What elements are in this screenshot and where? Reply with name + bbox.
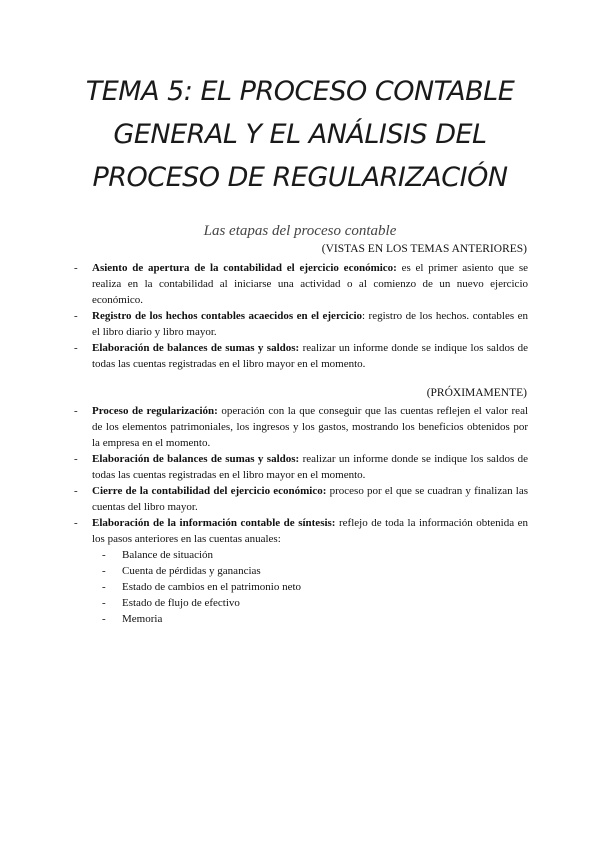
sublist-item xyxy=(92,579,528,595)
bullet-dash: - xyxy=(74,485,78,497)
item-text: es el primer asiento que se realiza en la contabilidad al iniciarse una actividad o al comienzo de un nuevo ejercicio económico. xyxy=(92,262,528,306)
list-item xyxy=(72,403,528,451)
item-heading: Elaboración de balances de sumas y saldos: xyxy=(92,342,300,354)
sublist-item xyxy=(92,547,528,563)
upcoming-stages-list xyxy=(72,403,528,627)
sublist-item-text: Estado de flujo de efectivo xyxy=(122,597,240,609)
bullet-dash: - xyxy=(102,565,106,577)
item-text: operación con la que conseguir que las cuentas reflejen el valor real de los elementos patrimoniales, los ingresos y los gastos, mostrando los beneficios obtenidos por la empresa en el momento. xyxy=(92,405,529,449)
item-heading: Proceso de regularización: xyxy=(92,405,218,417)
item-heading: Elaboración de balances de sumas y saldos: xyxy=(92,453,300,465)
title-line-3: PROCESO DE REGULARIZACIÓN xyxy=(92,162,508,193)
bullet-dash: - xyxy=(74,342,78,354)
item-heading: Elaboración de la información contable de síntesis: xyxy=(92,517,336,529)
list-item xyxy=(72,451,528,483)
document-subtitle: Las etapas del proceso contable xyxy=(203,223,397,239)
sublist-item-text: Cuenta de pérdidas y ganancias xyxy=(122,565,261,577)
sublist-item-text: Estado de cambios en el patrimonio neto xyxy=(122,581,302,593)
list-item xyxy=(72,515,528,627)
section-label-upcoming: (PRÓXIMAMENTE) xyxy=(426,387,527,399)
sublist-item xyxy=(92,595,528,611)
item-heading: Asiento de apertura de la contabilidad el ejercicio económico: xyxy=(92,262,397,274)
item-text: reflejo de toda la información obtenida en los pasos anteriores en las cuentas anuales: xyxy=(92,517,528,545)
bullet-dash: - xyxy=(102,549,106,561)
sublist-item-text: Memoria xyxy=(122,613,163,625)
sublist-item xyxy=(92,563,528,579)
item-text: proceso por el que se cuadran y finalizan las cuentas del libro mayor. xyxy=(92,485,529,513)
document-title xyxy=(60,70,540,199)
annual-accounts-list xyxy=(92,547,528,627)
sublist-item-text: Balance de situación xyxy=(122,549,214,561)
sublist-item xyxy=(92,611,528,627)
list-item xyxy=(72,483,528,515)
section-label-previous: (VISTAS EN LOS TEMAS ANTERIORES) xyxy=(321,243,527,255)
bullet-dash: - xyxy=(102,597,106,609)
bullet-dash: - xyxy=(74,453,78,465)
item-text: realizar un informe donde se indique los saldos de todas las cuentas registradas en el libro mayor en el momento. xyxy=(92,342,528,370)
bullet-dash: - xyxy=(102,613,106,625)
bullet-dash: - xyxy=(102,581,106,593)
bullet-dash: - xyxy=(74,517,78,529)
title-line-1: TEMA 5: EL PROCESO CONTABLE xyxy=(85,76,515,107)
bullet-dash: - xyxy=(74,262,78,274)
item-text: : registro de los hechos. contables en el libro diario y libro mayor. xyxy=(92,310,528,338)
list-item xyxy=(72,260,528,308)
list-item xyxy=(72,340,528,372)
item-heading: Cierre de la contabilidad del ejercicio económico: xyxy=(92,485,327,497)
list-item xyxy=(72,308,528,340)
previous-stages-list xyxy=(72,260,528,372)
bullet-dash: - xyxy=(74,310,78,322)
bullet-dash: - xyxy=(74,405,78,417)
title-line-2: GENERAL Y EL ANÁLISIS DEL xyxy=(113,119,487,150)
item-text: realizar un informe donde se indique los saldos de todas las cuentas registradas en el libro mayor en el momento. xyxy=(92,453,528,481)
item-heading: Registro de los hechos contables acaecidos en el ejercicio xyxy=(92,310,363,322)
